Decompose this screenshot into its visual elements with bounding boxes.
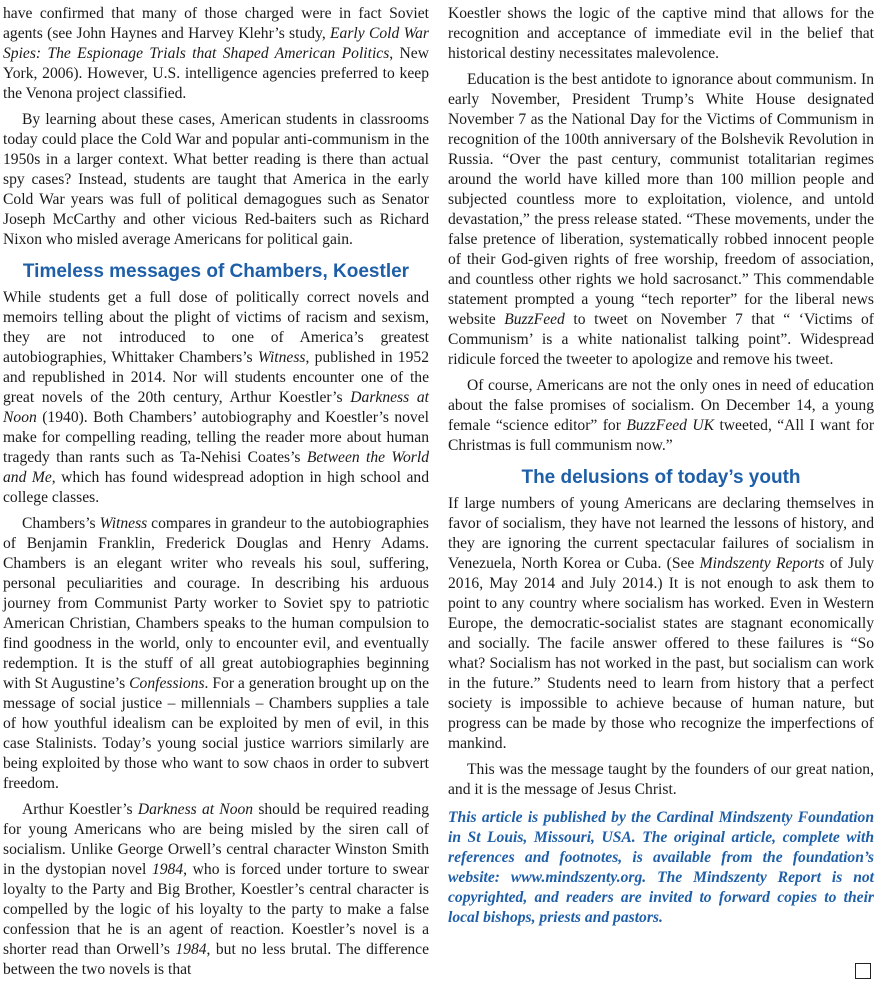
book-title: Witness: [99, 515, 148, 532]
book-title: Darkness at Noon: [3, 389, 429, 426]
text-span: Education is the best antidote to ignorance about communism. In early November, President Trump’s White House designated November 7 as the National Day for the Victims of Communism in recognition of the 100th anniversary of the Bolshevik Revolution in Russia. “Over the past century, communist totalitarian regimes around the world have killed more than 100 million people and subjected countless more to exploitation, violence, and untold devastation,” the press release stated. “These movements, under the false pretence of liberation, systematically robbed innocent people of their God-given rights of free worship, freedom of association, and countless other rights we hold sacrosanct.” This commendable statement prompted a young “tech reporter” for the liberal news website: [448, 71, 874, 328]
book-title: 1984: [175, 941, 207, 958]
publication-note: This article is published by the Cardinal Mindszenty Foundation in St Louis, Missouri, USA. The original article, complete with references and footnotes, is available from the foundation’s website: www.mindszenty.org. The Mindszenty Report is not copyrighted, and readers are invited to forward copies to their local bishops, priests and pastors.: [448, 809, 874, 926]
paragraph-witness: [3, 514, 429, 794]
text-span: While students get a full dose of politically correct novels and memoirs telling about the plight of victims of racism and sexism, they are not introduced to one of America’s greatest autobiographies, Whittaker Chambers’s: [3, 289, 429, 366]
publication-name: BuzzFeed UK: [626, 417, 715, 434]
text-span: , but no less brutal. The difference between the two novels is that: [3, 941, 429, 978]
paragraph-learning: By learning about these cases, American students in classrooms today could place the Cold War and popular anti-communism in the 1950s in a larger context. What better reading is there than actual spy cases? Instead, students are taught that America in the early Cold War years was full of political demagogues such as Senator Joseph McCarthy and other vicious Red-baiters such as Richard Nixon who misled average Americans for political gain.: [3, 111, 429, 248]
text-span: Of course, Americans are not the only ones in need of education about the false promises of socialism. On December 14, a young female “science editor” for: [448, 377, 874, 434]
book-title: Darkness at Noon: [137, 801, 254, 818]
section-heading-chambers-koestler: Timeless messages of Chambers, Koestler: [22, 261, 410, 282]
text-span: , published in 1952 and republished in 2014. Nor will students encounter one of the great novels of the 20th century, Arthur Koestler’s: [3, 349, 429, 406]
text-span: . For a generation brought up on the message of social justice – millennials – Chambers supplies a tale of how youthful idealism can be exploited by men of evil, in this case Stalinists. Today’s young social justice warriors similarly are being exploited by those who want to sow chaos in order to subvert freedom.: [3, 675, 430, 792]
book-title: Witness: [257, 349, 306, 366]
text-span: compares in grandeur to the autobiographies of Benjamin Franklin, Frederick Douglas and Henry Adams. Chambers is an elegant writer who reveals his soul, suffering, personal peculiarities and courage. In describing his arduous journey from Communist Party worker to Soviet spy to patriotic American Christian, Chambers speaks to the human compulsion to find goodness in the world, only to encounter evil, and eventually redemption. It is the stuff of all great autobiographies beginning with St Augustine’s: [3, 515, 429, 692]
publication-name: Mindszenty Reports: [699, 555, 825, 572]
end-of-article-box: [855, 963, 871, 979]
book-title: 1984: [151, 861, 184, 878]
paragraph-koestler: [3, 800, 429, 980]
publication-name: BuzzFeed: [504, 311, 565, 328]
text-span: to tweet on November 7 that “ ‘Victims of Communism’ is a white nationalist talking point”. Widespread ridicule forced the tweeter to apologize and remove his tweet.: [448, 311, 874, 368]
text-span: If large numbers of young Americans are declaring themselves in favor of socialism, they have not learned the lessons of history, and they are ignoring the current spectacular failures of socialism in Venezuela, North Korea or Cuba. (See: [448, 495, 874, 572]
text-span: tweeted, “All I want for Christmas is full communism now.”: [448, 417, 875, 454]
paragraph-education: [448, 70, 874, 370]
book-title: Between the World and Me: [3, 449, 429, 486]
paragraph-students: [3, 288, 429, 508]
section-heading-delusions: The delusions of today’s youth: [521, 467, 801, 488]
book-title: Confessions: [129, 675, 205, 692]
left-column: [3, 4, 429, 980]
text-span: of July 2016, May 2014 and July 2014.) It is not enough to ask them to point to any country where socialism has worked. Even in Western Europe, the democratic-socialist states are stagnant economically and socially. The facile answer offered to these failures is “So what? Socialism has not worked in the past, but socialism can work in the future.” Students need to learn from history that a perfect society is impossible to achieve because of human nature, but progress can be made by those who recognize the imperfections of mankind.: [448, 555, 875, 752]
paragraph-captive-mind: Koestler shows the logic of the captive mind that allows for the recognition and acceptance of immediate evil in the belief that historical destiny necessitates malevolence.: [448, 5, 874, 62]
right-column: [448, 4, 874, 928]
text-span: , who is forced under torture to swear loyalty to the Party and Big Brother, Koestler’s central character is compelled by the logic of his loyalty to the party to make a false confession that he is an agent of reaction. Koestler’s novel is a shorter read than Orwell’s: [3, 861, 429, 958]
text-span: , which has found widespread adoption in high school and college classes.: [3, 469, 430, 506]
paragraph-of-course: [448, 376, 874, 456]
paragraph-venona: [3, 4, 429, 104]
text-span: should be required reading for young Americans who are being misled by the siren call of socialism. Unlike George Orwell’s central character Winston Smith in the dystopian novel: [3, 801, 429, 878]
book-title: Early Cold War Spies: The Espionage Trials that Shaped American Politics: [3, 25, 429, 62]
text-span: have confirmed that many of those charged were in fact Soviet agents (see John Haynes and Harvey Klehr’s study,: [3, 5, 429, 42]
paragraph-young-americans: [448, 494, 874, 754]
paragraph-founders: This was the message taught by the founders of our great nation, and it is the message of Jesus Christ.: [448, 761, 874, 798]
text-span: (1940). Both Chambers’ autobiography and Koestler’s novel make for compelling reading, telling the reader more about human tragedy than rants such as Ta-Nehisi Coates’s: [3, 409, 429, 466]
text-span: Arthur Koestler’s: [22, 801, 138, 818]
text-span: , New York, 2006). However, U.S. intelligence agencies preferred to keep the Venona project classified.: [3, 45, 429, 102]
text-span: Chambers’s: [22, 515, 100, 532]
